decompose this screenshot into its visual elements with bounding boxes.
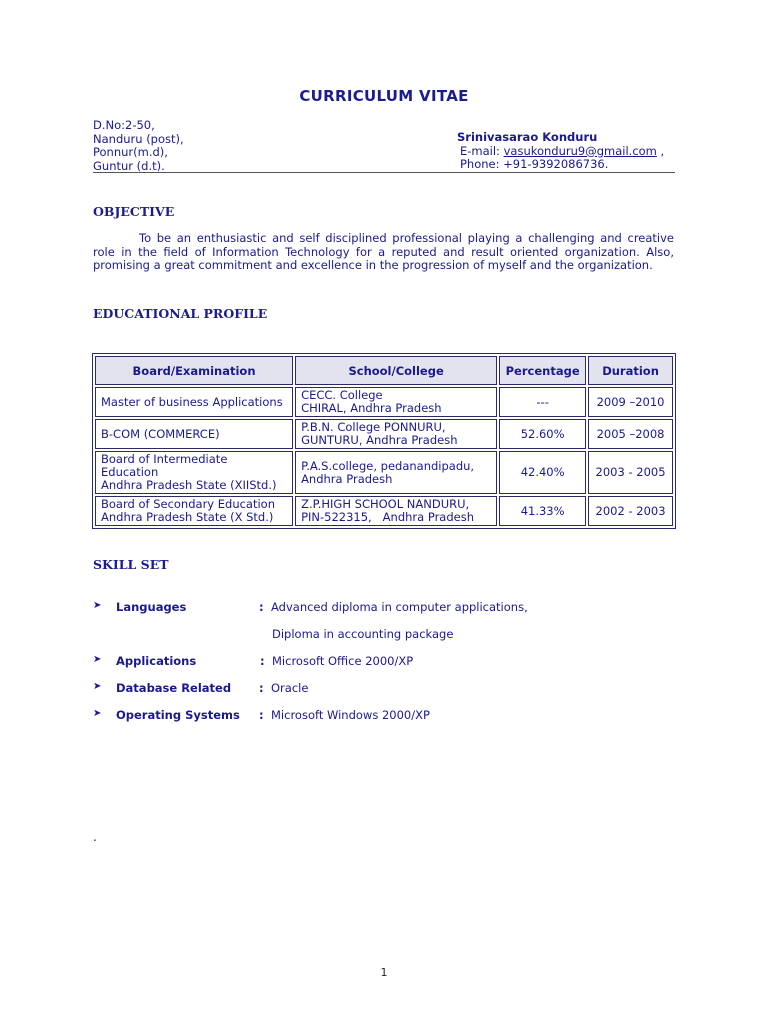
cell-line: P.B.N. College PONNURU, [301,420,446,434]
address-line: Guntur (d.t). [93,158,165,173]
cell-line: Education [101,465,159,479]
address-line: Nanduru (post), [93,131,184,146]
board-cell [95,451,293,494]
column-header: Percentage [499,356,586,385]
header-divider [93,172,675,173]
percentage-cell: 42.40% [499,451,586,494]
duration-cell: 2005 –2008 [588,419,673,449]
board-cell [95,387,293,417]
address-line: D.No:2-50, [93,118,155,132]
skill-value: Advanced diploma in computer applications, [271,600,528,614]
duration-cell: 2003 - 2005 [588,451,673,494]
cell-line: Master of business Applications [101,394,283,409]
section-heading-objective: OBJECTIVE [93,204,175,219]
skill-value: Microsoft Office 2000/XP [272,654,414,668]
board-cell [95,419,293,449]
contact-block [457,131,664,172]
section-heading-education: EDUCATIONAL PROFILE [93,306,268,321]
cell-line: Andhra Pradesh State (X Std.) [101,510,274,524]
arrow-bullet-icon: ➤ [93,681,102,692]
document-title: CURRICULUM VITAE [299,87,469,105]
board-cell [95,496,293,526]
phone-line: Phone: +91-9392086736. [460,157,609,171]
arrow-bullet-icon: ➤ [93,708,102,719]
candidate-name: Srinivasarao Konduru [457,130,598,144]
duration-cell: 2009 –2010 [588,387,673,417]
column-header: School/College [295,356,497,385]
skill-colon: : [259,681,264,695]
education-table [92,353,676,529]
skill-value: Oracle [271,681,309,695]
email-line [457,145,664,159]
trailing-mark: . [93,830,97,844]
table-row [95,451,673,494]
table-row [95,387,673,417]
arrow-bullet-icon: ➤ [93,600,102,611]
skill-colon: : [260,654,265,668]
skill-label: Applications [116,654,197,668]
address-line: Ponnur(m.d), [93,145,168,159]
cell-line: P.A.S.college, pedanandipadu, [301,458,475,473]
column-header: Duration [588,356,673,385]
school-cell [295,419,497,449]
cell-line: GUNTURU, Andhra Pradesh [301,433,458,447]
school-cell [295,451,497,494]
school-cell [295,496,497,526]
arrow-bullet-icon: ➤ [93,654,102,665]
cell-line: Board of Secondary Education [101,497,276,511]
percentage-cell: 41.33% [499,496,586,526]
cell-line: CECC. College [301,388,383,402]
page-number: 1 [380,966,388,979]
email-label: E-mail: [460,143,504,158]
duration-cell: 2002 - 2003 [588,496,673,526]
cell-line: Andhra Pradesh State (XIIStd.) [101,478,277,492]
cell-line: Board of Intermediate [101,452,228,466]
cell-line: PIN-522315, Andhra Pradesh [301,510,475,524]
section-heading-skills: SKILL SET [93,557,169,572]
percentage-cell: 52.60% [499,419,586,449]
objective-text: To be an enthusiastic and self disciplined professional playing a challenging and creative role in the field of Information Technology for a reputed and result oriented organization. Also, promising a great commitment and excellence in the progression of myself and the organization. [93,231,674,272]
cell-line: B-COM (COMMERCE) [101,426,220,441]
skill-label: Operating Systems [116,708,240,722]
skill-value: Diploma in accounting package [272,627,454,641]
cell-line: Z.P.HIGH SCHOOL NANDURU, [301,497,470,511]
table-header-row [95,356,673,385]
percentage-cell: --- [499,387,586,417]
school-cell [295,387,497,417]
table-row [95,419,673,449]
skill-colon: : [259,600,264,614]
skill-value: Microsoft Windows 2000/XP [271,708,430,722]
email-suffix: , [656,143,665,158]
skill-label: Languages [116,600,187,614]
skill-label: Database Related [116,681,232,695]
email-link[interactable]: vasukonduru9@gmail.com [503,143,657,158]
skill-colon: : [259,708,264,722]
column-header: Board/Examination [95,356,293,385]
cell-line: CHIRAL, Andhra Pradesh [301,401,442,415]
cell-line: Andhra Pradesh [301,471,393,486]
address-block [93,119,184,173]
table-row [95,496,673,526]
